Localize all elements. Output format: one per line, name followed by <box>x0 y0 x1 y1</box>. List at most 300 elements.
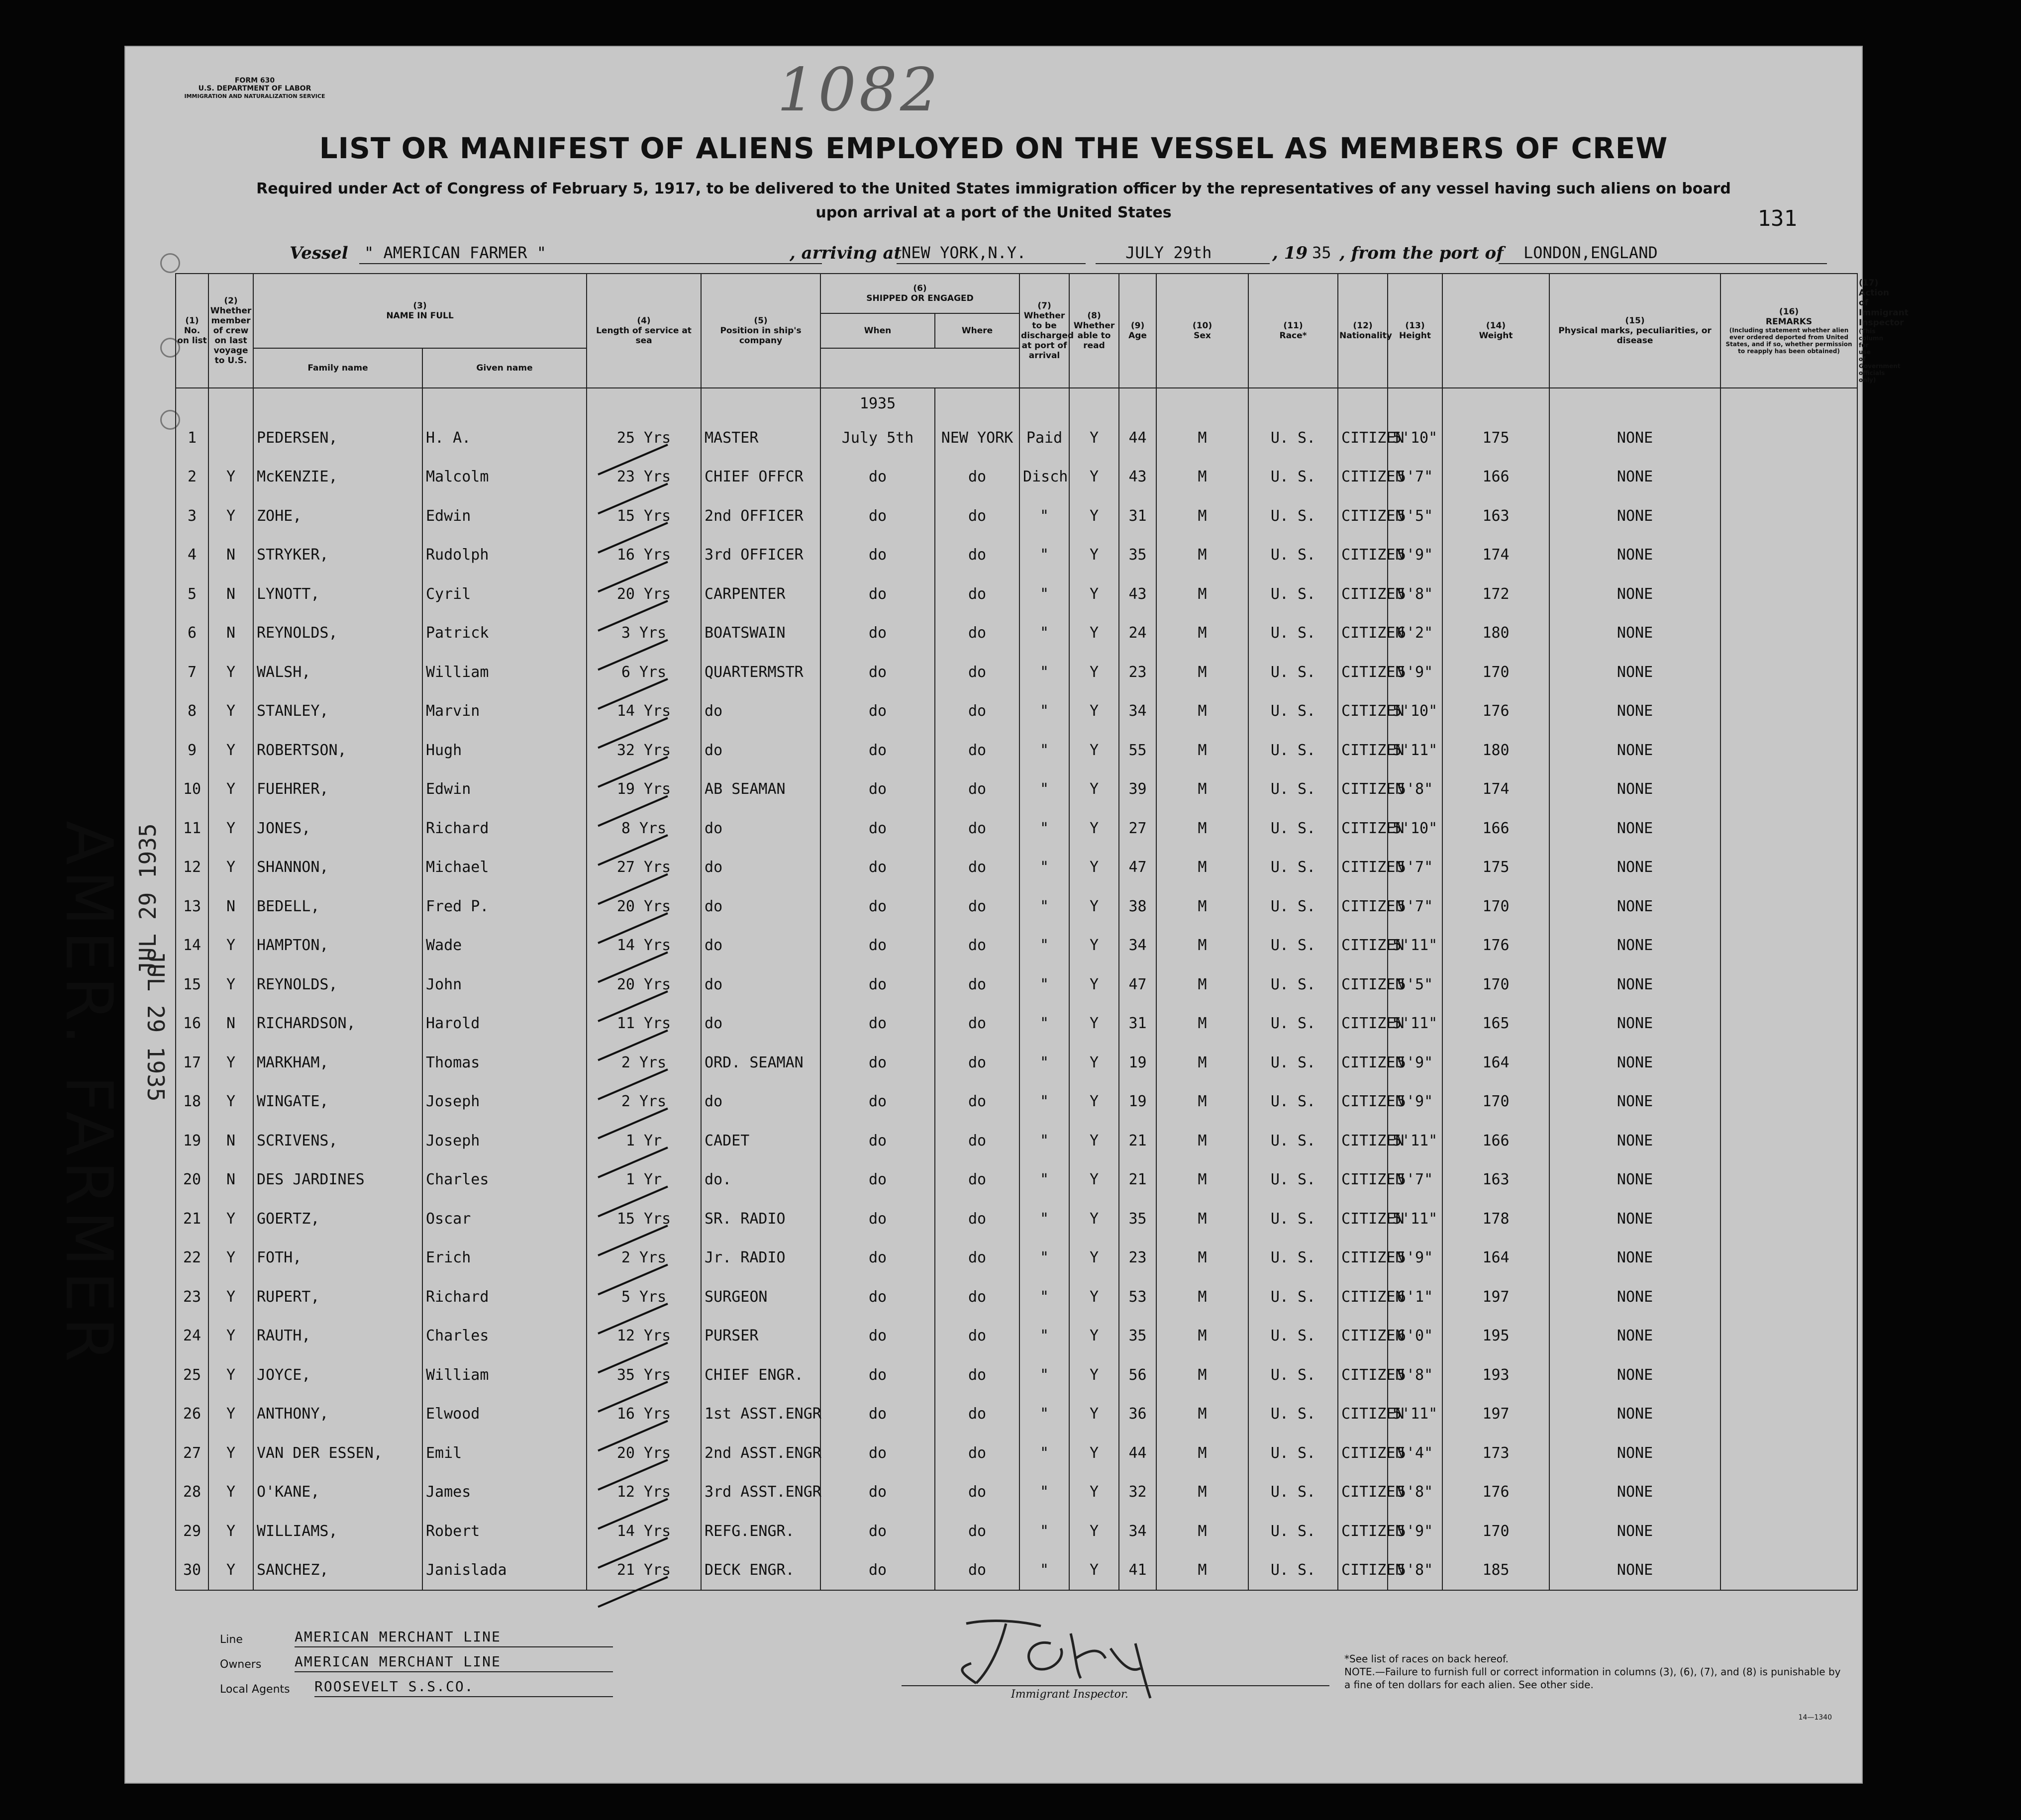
col-nationality-header: (12) Nationality <box>1338 274 1388 388</box>
cell-shipped-where: do <box>935 1277 1019 1317</box>
cell-nationality: CITIZEN <box>1338 653 1388 692</box>
cell-remarks <box>1720 848 1857 887</box>
cell-position: ORD. SEAMAN <box>701 1043 820 1082</box>
cell-age: 34 <box>1119 1512 1156 1551</box>
cell-able-to-read: Y <box>1069 731 1119 770</box>
owners-label: Owners <box>220 1658 262 1671</box>
crew-row <box>176 770 1857 809</box>
cell-weight: 180 <box>1442 731 1549 770</box>
col-read-header: (8) Whether able to read <box>1069 274 1119 388</box>
cell-race: U. S. <box>1248 1121 1338 1160</box>
cell-given-name: Michael <box>422 848 587 887</box>
line-value: AMERICAN MERCHANT LINE <box>295 1628 501 1645</box>
cell-height: 5'9" <box>1388 1512 1442 1551</box>
service-name: IMMIGRATION AND NATURALIZATION SERVICE <box>184 93 325 99</box>
check-stroke <box>598 562 668 592</box>
cell-service-length: 25 Yrs <box>587 418 701 458</box>
cell-shipped-where: do <box>935 1355 1019 1395</box>
cell-prev-voyage: Y <box>208 809 253 848</box>
agents-label: Local Agents <box>220 1683 290 1696</box>
cell-position: MASTER <box>701 418 820 458</box>
cell-service-length: 32 Yrs <box>587 731 701 770</box>
year-label: , 19 <box>1272 243 1308 263</box>
cell-sex: M <box>1156 653 1248 692</box>
cell-family-name: GOERTZ, <box>253 1199 422 1239</box>
cell-nationality: CITIZEN <box>1338 692 1388 731</box>
cell-race: U. S. <box>1248 418 1338 458</box>
cell-height: 5'8" <box>1388 575 1442 614</box>
cell-row-number: 25 <box>176 1355 208 1395</box>
cell-physical-marks: NONE <box>1549 536 1720 575</box>
cell-nationality: CITIZEN <box>1338 926 1388 965</box>
cell-shipped-where: do <box>935 1082 1019 1122</box>
cell-able-to-read: Y <box>1069 1004 1119 1044</box>
cell-height: 5'11" <box>1388 731 1442 770</box>
cell-remarks <box>1720 496 1857 536</box>
col-family-name-header: Family name <box>253 348 422 388</box>
check-stroke <box>598 484 668 514</box>
cell-weight: 170 <box>1442 965 1549 1004</box>
cell-position: SR. RADIO <box>701 1199 820 1239</box>
departure-port: LONDON,ENGLAND <box>1523 243 1658 262</box>
cell-race: U. S. <box>1248 1082 1338 1122</box>
col-remarks-header: (16) REMARKS (Including statement whether alien ever ordered deported from United States, and if so, whether permission to reapply has been obtained) <box>1720 274 1857 388</box>
cell-race: U. S. <box>1248 1239 1338 1278</box>
cell-given-name: William <box>422 653 587 692</box>
cell-weight: 185 <box>1442 1551 1549 1591</box>
cell-able-to-read: Y <box>1069 575 1119 614</box>
cell-able-to-read: Y <box>1069 1277 1119 1317</box>
cell-sex: M <box>1156 692 1248 731</box>
cell-weight: 170 <box>1442 653 1549 692</box>
cell-height: 5'9" <box>1388 1043 1442 1082</box>
col-shipped-header: (6) SHIPPED OR ENGAGED <box>820 274 1019 313</box>
cell-row-number: 22 <box>176 1239 208 1278</box>
cell-sex: M <box>1156 536 1248 575</box>
cell-weight: 178 <box>1442 1199 1549 1239</box>
cell-service-length: 5 Yrs <box>587 1277 701 1317</box>
cell-shipped-when: do <box>820 1199 935 1239</box>
cell-shipped-when: do <box>820 1551 935 1591</box>
cell-service-length: 14 Yrs <box>587 692 701 731</box>
cell-family-name: MARKHAM, <box>253 1043 422 1082</box>
cell-able-to-read: Y <box>1069 1082 1119 1122</box>
crew-row <box>176 1395 1857 1434</box>
arrival-year: 35 <box>1312 243 1331 262</box>
cell-age: 41 <box>1119 1551 1156 1591</box>
cell-shipped-when: do <box>820 575 935 614</box>
cell-service-length: 16 Yrs <box>587 1395 701 1434</box>
cell-position: 2nd ASST.ENGR <box>701 1434 820 1473</box>
check-stroke <box>598 1538 668 1568</box>
cell-prev-voyage: Y <box>208 848 253 887</box>
cell-service-length: 2 Yrs <box>587 1043 701 1082</box>
cell-service-length: 16 Yrs <box>587 536 701 575</box>
cell-position: DECK ENGR. <box>701 1551 820 1591</box>
cell-family-name: DES JARDINES <box>253 1160 422 1200</box>
cell-prev-voyage: N <box>208 536 253 575</box>
check-stroke <box>598 640 668 670</box>
cell-race: U. S. <box>1248 692 1338 731</box>
cell-position: 3rd OFFICER <box>701 536 820 575</box>
year-heading: 1935 <box>820 388 935 418</box>
cell-height: 5'7" <box>1388 458 1442 497</box>
cell-physical-marks: NONE <box>1549 1121 1720 1160</box>
cell-shipped-where: do <box>935 1317 1019 1356</box>
cell-remarks <box>1720 536 1857 575</box>
cell-height: 5'8" <box>1388 1473 1442 1512</box>
cell-service-length: 6 Yrs <box>587 653 701 692</box>
check-stroke <box>598 1460 668 1490</box>
cell-shipped-when: do <box>820 770 935 809</box>
cell-able-to-read: Y <box>1069 653 1119 692</box>
cell-race: U. S. <box>1248 1395 1338 1434</box>
cell-shipped-when: do <box>820 1317 935 1356</box>
cell-height: 5'9" <box>1388 653 1442 692</box>
cell-sex: M <box>1156 1434 1248 1473</box>
cell-nationality: CITIZEN <box>1338 418 1388 458</box>
crew-row <box>176 809 1857 848</box>
cell-physical-marks: NONE <box>1549 458 1720 497</box>
penalty-note: NOTE.—Failure to furnish full or correct information in columns (3), (6), (7), and (8) is punishable by a fine of ten dollars for each alien. See other side. <box>1344 1666 1841 1691</box>
cell-height: 5'8" <box>1388 1355 1442 1395</box>
cell-sex: M <box>1156 1199 1248 1239</box>
cell-able-to-read: Y <box>1069 418 1119 458</box>
crew-row <box>176 1160 1857 1200</box>
crew-row <box>176 1473 1857 1512</box>
cell-sex: M <box>1156 809 1248 848</box>
vessel-info-line <box>290 243 1832 267</box>
cell-shipped-when: do <box>820 614 935 653</box>
cell-physical-marks: NONE <box>1549 1199 1720 1239</box>
cell-nationality: CITIZEN <box>1338 1551 1388 1591</box>
cell-age: 35 <box>1119 1317 1156 1356</box>
cell-able-to-read: Y <box>1069 926 1119 965</box>
cell-sex: M <box>1156 1160 1248 1200</box>
agents-row <box>220 1678 618 1700</box>
cell-given-name: Cyril <box>422 575 587 614</box>
cell-shipped-when: do <box>820 496 935 536</box>
cell-discharged: " <box>1019 1199 1069 1239</box>
cell-discharged: " <box>1019 965 1069 1004</box>
cell-physical-marks: NONE <box>1549 887 1720 926</box>
cell-weight: 166 <box>1442 1121 1549 1160</box>
cell-discharged: " <box>1019 653 1069 692</box>
cell-row-number: 26 <box>176 1395 208 1434</box>
arrival-date: JULY 29th <box>1125 243 1212 262</box>
cell-shipped-where: do <box>935 1395 1019 1434</box>
cell-service-length: 2 Yrs <box>587 1239 701 1278</box>
check-stroke <box>598 445 668 475</box>
crew-row <box>176 1277 1857 1317</box>
date-stamp: JUL 29 1935 <box>134 823 161 975</box>
cell-age: 47 <box>1119 848 1156 887</box>
cell-shipped-where: do <box>935 1160 1019 1200</box>
crew-row <box>176 1317 1857 1356</box>
col-position-header: (5) Position in ship's company <box>701 274 820 388</box>
col-sex-header: (10) Sex <box>1156 274 1248 388</box>
check-stroke <box>598 1343 668 1373</box>
cell-height: 5'11" <box>1388 1121 1442 1160</box>
cell-shipped-when: do <box>820 1473 935 1512</box>
arrival-port: NEW YORK,N.Y. <box>902 243 1026 262</box>
cell-prev-voyage: Y <box>208 1395 253 1434</box>
cell-service-length: 2 Yrs <box>587 1082 701 1122</box>
cell-able-to-read: Y <box>1069 458 1119 497</box>
cell-race: U. S. <box>1248 458 1338 497</box>
check-stroke <box>598 601 668 631</box>
cell-physical-marks: NONE <box>1549 1317 1720 1356</box>
crew-row <box>176 1004 1857 1044</box>
cell-remarks <box>1720 1473 1857 1512</box>
cell-age: 27 <box>1119 809 1156 848</box>
cell-discharged: " <box>1019 1121 1069 1160</box>
page-subtitle: Required under Act of Congress of February 5, 1917, to be delivered to the United States immigration officer by the representatives of any vessel having such aliens on board upon arrival at a port of the United States <box>256 180 1731 221</box>
cell-physical-marks: NONE <box>1549 692 1720 731</box>
cell-race: U. S. <box>1248 614 1338 653</box>
crew-row <box>176 1355 1857 1395</box>
crew-row <box>176 496 1857 536</box>
check-stroke <box>598 991 668 1021</box>
cell-discharged: " <box>1019 614 1069 653</box>
cell-nationality: CITIZEN <box>1338 731 1388 770</box>
cell-prev-voyage: Y <box>208 1239 253 1278</box>
cell-age: 44 <box>1119 418 1156 458</box>
cell-family-name: SANCHEZ, <box>253 1551 422 1591</box>
col-where-header: Where <box>935 313 1019 348</box>
cell-sex: M <box>1156 1355 1248 1395</box>
cell-row-number: 13 <box>176 887 208 926</box>
cell-prev-voyage: N <box>208 575 253 614</box>
cell-discharged: " <box>1019 1277 1069 1317</box>
cell-remarks <box>1720 965 1857 1004</box>
cell-given-name: Emil <box>422 1434 587 1473</box>
check-stroke <box>598 1031 668 1060</box>
cell-height: 5'7" <box>1388 848 1442 887</box>
cell-sex: M <box>1156 731 1248 770</box>
col-physical-marks-header: (15) Physical marks, peculiarities, or disease <box>1549 274 1720 388</box>
cell-row-number: 11 <box>176 809 208 848</box>
cell-service-length: 15 Yrs <box>587 496 701 536</box>
cell-given-name: Edwin <box>422 770 587 809</box>
side-name-stamp: AMER. FARMER <box>51 821 127 1367</box>
cell-able-to-read: Y <box>1069 809 1119 848</box>
cell-able-to-read: Y <box>1069 770 1119 809</box>
cell-nationality: CITIZEN <box>1338 1199 1388 1239</box>
cell-remarks <box>1720 1082 1857 1122</box>
col-discharged-header: (7) Whether to be discharged at port of arrival <box>1019 274 1069 388</box>
cell-shipped-where: do <box>935 1121 1019 1160</box>
cell-shipped-when: do <box>820 458 935 497</box>
cell-family-name: McKENZIE, <box>253 458 422 497</box>
cell-position: CHIEF ENGR. <box>701 1355 820 1395</box>
cell-sex: M <box>1156 926 1248 965</box>
crew-row <box>176 1121 1857 1160</box>
cell-shipped-where: do <box>935 1473 1019 1512</box>
cell-race: U. S. <box>1248 575 1338 614</box>
cell-able-to-read: Y <box>1069 1434 1119 1473</box>
cell-age: 34 <box>1119 926 1156 965</box>
cell-shipped-when: do <box>820 848 935 887</box>
cell-weight: 195 <box>1442 1317 1549 1356</box>
cell-position: BOATSWAIN <box>701 614 820 653</box>
cell-weight: 173 <box>1442 1434 1549 1473</box>
cell-shipped-where: do <box>935 575 1019 614</box>
cell-service-length: 27 Yrs <box>587 848 701 887</box>
cell-family-name: BEDELL, <box>253 887 422 926</box>
cell-service-length: 35 Yrs <box>587 1355 701 1395</box>
col-when-header: When <box>820 313 935 348</box>
cell-position: do <box>701 848 820 887</box>
cell-able-to-read: Y <box>1069 1551 1119 1591</box>
cell-family-name: HAMPTON, <box>253 926 422 965</box>
cell-shipped-where: do <box>935 458 1019 497</box>
cell-discharged: " <box>1019 1473 1069 1512</box>
check-stroke <box>598 1499 668 1529</box>
cell-physical-marks: NONE <box>1549 418 1720 458</box>
cell-able-to-read: Y <box>1069 496 1119 536</box>
cell-weight: 175 <box>1442 848 1549 887</box>
cell-service-length: 12 Yrs <box>587 1317 701 1356</box>
cell-shipped-where: do <box>935 1434 1019 1473</box>
cell-height: 5'10" <box>1388 809 1442 848</box>
cell-row-number: 21 <box>176 1199 208 1239</box>
check-stroke <box>598 1421 668 1451</box>
cell-weight: 166 <box>1442 809 1549 848</box>
cell-physical-marks: NONE <box>1549 1082 1720 1122</box>
cell-discharged: " <box>1019 887 1069 926</box>
cell-shipped-when: do <box>820 536 935 575</box>
cell-weight: 163 <box>1442 496 1549 536</box>
cell-shipped-where: do <box>935 731 1019 770</box>
cell-race: U. S. <box>1248 848 1338 887</box>
cell-sex: M <box>1156 1277 1248 1317</box>
cell-remarks <box>1720 1004 1857 1044</box>
cell-weight: 174 <box>1442 770 1549 809</box>
cell-discharged: " <box>1019 575 1069 614</box>
cell-remarks <box>1720 770 1857 809</box>
cell-remarks <box>1720 692 1857 731</box>
cell-height: 5'9" <box>1388 536 1442 575</box>
cell-remarks <box>1720 653 1857 692</box>
cell-prev-voyage: Y <box>208 926 253 965</box>
cell-height: 5'4" <box>1388 1434 1442 1473</box>
cell-family-name: JOYCE, <box>253 1355 422 1395</box>
cell-shipped-when: do <box>820 653 935 692</box>
cell-able-to-read: Y <box>1069 1355 1119 1395</box>
cell-height: 5'5" <box>1388 496 1442 536</box>
cell-physical-marks: NONE <box>1549 1434 1720 1473</box>
cell-service-length: 21 Yrs <box>587 1551 701 1591</box>
cell-able-to-read: Y <box>1069 536 1119 575</box>
cell-remarks <box>1720 1239 1857 1278</box>
form-code: 14—1340 <box>1798 1714 1832 1722</box>
cell-able-to-read: Y <box>1069 1043 1119 1082</box>
cell-shipped-when: do <box>820 1043 935 1082</box>
cell-given-name: Robert <box>422 1512 587 1551</box>
cell-family-name: RICHARDSON, <box>253 1004 422 1044</box>
line-label: Line <box>220 1633 243 1646</box>
cell-weight: 197 <box>1442 1277 1549 1317</box>
cell-shipped-when: July 5th <box>820 418 935 458</box>
cell-nationality: CITIZEN <box>1338 536 1388 575</box>
cell-row-number: 12 <box>176 848 208 887</box>
cell-height: 5'8" <box>1388 770 1442 809</box>
cell-weight: 163 <box>1442 1160 1549 1200</box>
cell-shipped-where: do <box>935 1551 1019 1591</box>
cell-position: do <box>701 965 820 1004</box>
cell-given-name: John <box>422 965 587 1004</box>
cell-nationality: CITIZEN <box>1338 575 1388 614</box>
cell-discharged: " <box>1019 1004 1069 1044</box>
cell-height: 5'10" <box>1388 418 1442 458</box>
cell-sex: M <box>1156 1004 1248 1044</box>
page-title: LIST OR MANIFEST OF ALIENS EMPLOYED ON THE VESSEL AS MEMBERS OF CREW <box>319 131 1668 165</box>
cell-shipped-where: do <box>935 1043 1019 1082</box>
cell-age: 36 <box>1119 1395 1156 1434</box>
cell-shipped-where: do <box>935 1004 1019 1044</box>
cell-sex: M <box>1156 1551 1248 1591</box>
cell-sex: M <box>1156 1239 1248 1278</box>
crew-row <box>176 926 1857 965</box>
cell-family-name: SCRIVENS, <box>253 1121 422 1160</box>
cell-discharged: " <box>1019 692 1069 731</box>
cell-given-name: Erich <box>422 1239 587 1278</box>
crew-row <box>176 692 1857 731</box>
cell-able-to-read: Y <box>1069 1239 1119 1278</box>
cell-row-number: 8 <box>176 692 208 731</box>
date-stamp-secondary: JUL 29 1935 <box>142 950 169 1102</box>
cell-age: 19 <box>1119 1043 1156 1082</box>
cell-service-length: 19 Yrs <box>587 770 701 809</box>
cell-given-name: Elwood <box>422 1395 587 1434</box>
cell-age: 19 <box>1119 1082 1156 1122</box>
cell-service-length: 8 Yrs <box>587 809 701 848</box>
cell-sex: M <box>1156 418 1248 458</box>
cell-family-name: WALSH, <box>253 653 422 692</box>
cell-nationality: CITIZEN <box>1338 848 1388 887</box>
cell-family-name: JONES, <box>253 809 422 848</box>
cell-shipped-where: do <box>935 809 1019 848</box>
cell-shipped-where: do <box>935 1239 1019 1278</box>
cell-able-to-read: Y <box>1069 1512 1119 1551</box>
crew-row <box>176 653 1857 692</box>
cell-given-name: James <box>422 1473 587 1512</box>
cell-shipped-where: do <box>935 1512 1019 1551</box>
cell-row-number: 7 <box>176 653 208 692</box>
cell-able-to-read: Y <box>1069 1395 1119 1434</box>
cell-remarks <box>1720 1355 1857 1395</box>
cell-shipped-where: do <box>935 848 1019 887</box>
cell-family-name: RUPERT, <box>253 1277 422 1317</box>
cell-prev-voyage: Y <box>208 692 253 731</box>
cell-position: 1st ASST.ENGR <box>701 1395 820 1434</box>
cell-race: U. S. <box>1248 809 1338 848</box>
cell-sex: M <box>1156 614 1248 653</box>
cell-service-length: 1 Yr <box>587 1160 701 1200</box>
cell-physical-marks: NONE <box>1549 1551 1720 1591</box>
cell-given-name: Edwin <box>422 496 587 536</box>
owners-value: AMERICAN MERCHANT LINE <box>295 1653 501 1670</box>
cell-shipped-when: do <box>820 1004 935 1044</box>
cell-remarks <box>1720 1434 1857 1473</box>
check-stroke <box>598 1069 668 1099</box>
cell-shipped-when: do <box>820 731 935 770</box>
cell-nationality: CITIZEN <box>1338 1355 1388 1395</box>
cell-nationality: CITIZEN <box>1338 1317 1388 1356</box>
crew-row <box>176 731 1857 770</box>
cell-remarks <box>1720 731 1857 770</box>
